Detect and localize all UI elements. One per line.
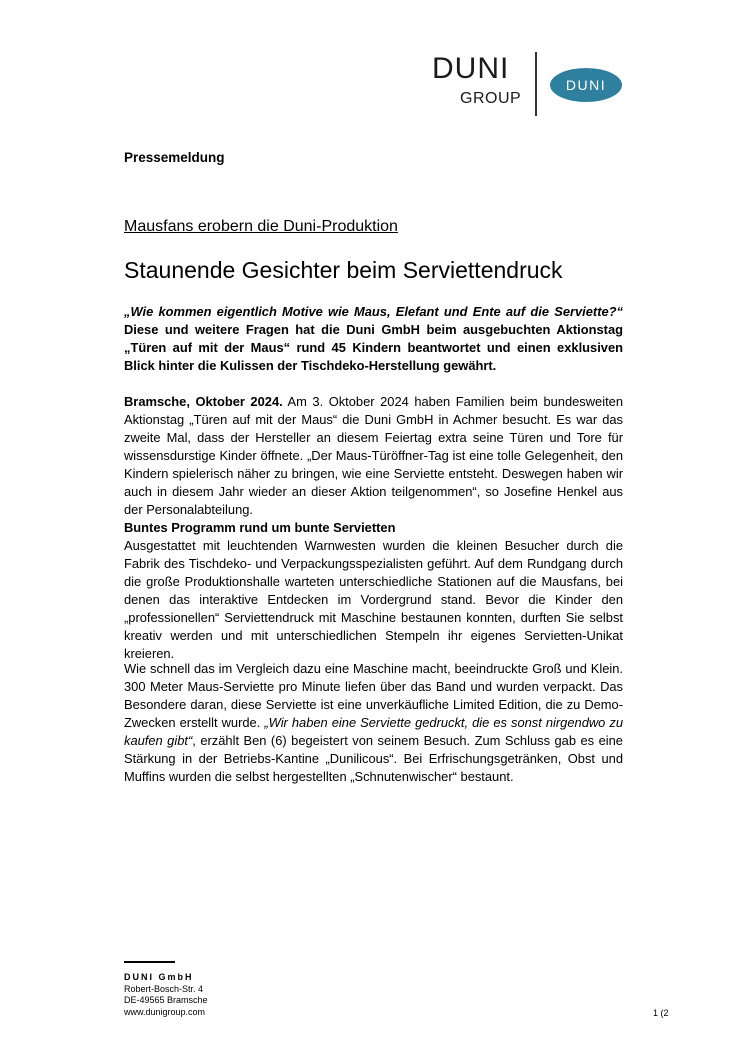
child-quote: „Wir haben eine Serviette gedruckt, die es sonst nirgendwo zu kaufen gibt“ xyxy=(124,715,623,748)
lead-quote: „Wie kommen eigentlich Motive wie Maus, Elefant und Ente auf die Serviette?“ xyxy=(124,304,623,319)
body-paragraph-1-text: Am 3. Oktober 2024 haben Familien beim bundesweiten Aktionstag „Türen auf mit der Maus“ die Duni GmbH in Achmer besucht. Es war das zweite Mal, dass der Hersteller an diesem Feiertag extra seine Türen und Tore für wissensdurstige Kinder öffnete. „Der Maus-Türöffner-Tag ist eine tolle Gelegenheit, den Kindern spielerisch näher zu bringen, wie eine Serviette entsteht. Deswegen haben wir auch in diesem Jahr wieder an dieser Aktion teilgenommen“, so Josefine Henkel aus der Personalabteilung. xyxy=(124,394,624,517)
logo-divider xyxy=(535,52,537,116)
lead-paragraph xyxy=(124,303,623,375)
body-paragraph-3-text-before: Wie schnell das im Vergleich dazu eine Maschine macht, beeindruckte Groß und Klein. 300 Meter Maus-Serviette pro Minute liefen über das Band und wurden verpackt. Das Besondere daran, diese Serviette ist eine unverkäufliche Limited Edition, die zu Demo-Zwecken erstellt wurde. xyxy=(124,661,623,730)
section-subheading: Buntes Programm rund um bunte Servietten xyxy=(124,520,396,535)
kicker-line: Mausfans erobern die Duni-Produktion xyxy=(124,218,398,235)
logo-group-text: GROUP xyxy=(460,90,522,107)
body-paragraph-1 xyxy=(124,393,623,519)
body-paragraph-3-text-after: , erzählt Ben (6) begeistert von seinem Besuch. Zum Schluss gab es eine Stärkung in der Betriebs-Kantine „Dunilicous“. Bei Erfrischungsgetränken, Obst und Muffins wurden die selbst hergestellten „Schnutenwischer“ bestaunt. xyxy=(124,733,623,784)
footer-city: DE-49565 Bramsche xyxy=(124,995,208,1005)
body-paragraph-2 xyxy=(124,519,623,663)
page-title: Staunende Gesichter beim Serviettendruck xyxy=(124,257,563,283)
logo-wordmark: DUNI xyxy=(432,52,510,85)
footer-street: Robert-Bosch-Str. 4 xyxy=(124,983,204,994)
document-label: Pressemeldung xyxy=(124,150,225,165)
body-paragraph-2-text: Ausgestattet mit leuchtenden Warnwesten wurden die kleinen Besucher durch die Fabrik des Tischdeko- und Verpackungsspezialisten geführt. Auf dem Rundgang durch die große Produktionshalle warteten unterschiedliche Stationen auf die Mausfans, bei denen das interaktive Entdecken im Vordergrund stand. Bevor die Kinder den „professionellen“ Serviettendruck mit Maschine bestaunen konnten, durften Sie selbst kreativ werden und mit unterschiedlichen Stempeln ihr eigenes Servietten-Unikat kreieren. xyxy=(124,538,623,661)
logo-badge: DUNI xyxy=(550,68,622,102)
lead-text: Diese und weitere Fragen hat die Duni GmbH beim ausgebuchten Aktionstag „Türen auf mit der Maus“ rund 45 Kindern beantwortet und einen exklusiven Blick hinter die Kulissen der Tischdeko-Herstellung gewährt. xyxy=(124,322,623,373)
dateline: Bramsche, Oktober 2024. xyxy=(124,394,283,409)
footer-company: DUNI GmbH xyxy=(124,972,194,982)
duni-group-logo xyxy=(430,52,625,118)
body-paragraph-3 xyxy=(124,660,623,786)
footer-website: www.dunigroup.com xyxy=(124,1006,206,1017)
footer-address xyxy=(124,972,208,1018)
footer-divider xyxy=(124,961,175,963)
page-number: 1 (2 xyxy=(653,1008,669,1018)
